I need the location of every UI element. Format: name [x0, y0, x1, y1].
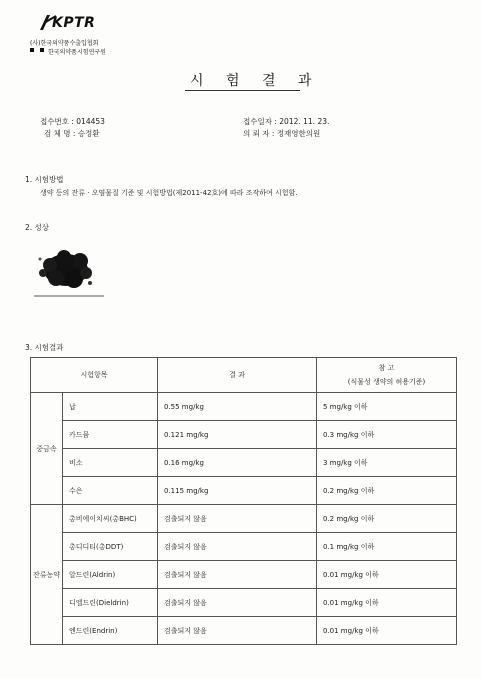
header-reference: [317, 358, 457, 393]
row-item: 디엘드린(Dieldrin): [63, 589, 158, 617]
row-result: 검출되지 않음: [158, 589, 317, 617]
row-reference: 0.1 mg/kg 이하: [317, 533, 457, 561]
receipt-number-label: 접수번호 :: [40, 117, 74, 126]
row-item: 총비에이치씨(총BHC): [63, 505, 158, 533]
group-heavy-metals: 중금속: [31, 393, 63, 505]
row-item: 카드뮴: [63, 421, 158, 449]
header-reference-top: 참 고: [378, 364, 395, 372]
table-row: [31, 393, 457, 421]
row-reference: 0.3 mg/kg 이하: [317, 421, 457, 449]
row-result: 검출되지 않음: [158, 533, 317, 561]
row-result: 0.16 mg/kg: [158, 449, 317, 477]
client-value: 정재영한의원: [276, 129, 321, 138]
org-name-secondary: 한국의약품시험연구원: [48, 49, 106, 56]
specimen-value: 승정환: [77, 129, 100, 138]
row-item: 총디디티(총DDT): [63, 533, 158, 561]
title-underline: [185, 90, 300, 91]
table-row: [31, 449, 457, 477]
row-result: 검출되지 않음: [158, 505, 317, 533]
row-reference: 0.01 mg/kg 이하: [317, 617, 457, 645]
table-row: [31, 533, 457, 561]
receipt-date-label: 접수일자 :: [243, 117, 277, 126]
table-header-row: [31, 358, 457, 393]
group-pesticides: 잔류농약: [31, 505, 63, 645]
row-reference: 5 mg/kg 이하: [317, 393, 457, 421]
method-heading: 1. 시험방법: [25, 175, 64, 184]
row-reference: 3 mg/kg 이하: [317, 449, 457, 477]
table-row: [31, 561, 457, 589]
row-item: 수은: [63, 477, 158, 505]
results-table: [30, 357, 457, 645]
specimen-photo: [28, 245, 108, 309]
table-row: [31, 617, 457, 645]
specimen-label: 검 체 명 :: [44, 129, 76, 138]
row-item: 비소: [63, 449, 158, 477]
receipt-date: [243, 116, 329, 127]
receipt-number-value: 014453: [76, 117, 105, 126]
header-result: 결 과: [158, 358, 317, 393]
appearance-heading: 2. 성상: [25, 223, 50, 232]
row-item: 엔드린(Endrin): [63, 617, 158, 645]
specimen-photo-image: [28, 245, 108, 305]
table-row: [31, 589, 457, 617]
receipt-number: [40, 116, 105, 127]
results-table-grid: [30, 357, 457, 645]
table-row: [31, 421, 457, 449]
row-reference: 0.2 mg/kg 이하: [317, 505, 457, 533]
row-reference: 0.01 mg/kg 이하: [317, 561, 457, 589]
row-item: 알드린(Aldrin): [63, 561, 158, 589]
row-result: 검출되지 않음: [158, 617, 317, 645]
table-row: [31, 477, 457, 505]
method-text: 생약 등의 잔류 · 오염물질 기준 및 시험방법(제2011-42호)에 따라 조작하여 시험함.: [40, 189, 298, 197]
header-item: 시험항목: [31, 358, 158, 393]
bullet-icon: [40, 48, 44, 52]
logo-text: KPTR: [52, 15, 96, 31]
row-reference: 0.01 mg/kg 이하: [317, 589, 457, 617]
org-name-primary: (사)한국의약품수출입협회: [30, 40, 99, 47]
specimen-name: [44, 128, 100, 139]
row-item: 납: [63, 393, 158, 421]
row-result: 0.115 mg/kg: [158, 477, 317, 505]
row-reference: 0.2 mg/kg 이하: [317, 477, 457, 505]
results-heading: 3. 시험결과: [25, 343, 64, 352]
header-reference-bottom: (식물성 생약의 허용기준): [347, 378, 426, 386]
row-result: 0.121 mg/kg: [158, 421, 317, 449]
client-name: [243, 128, 320, 139]
receipt-date-value: 2012. 11. 23.: [279, 117, 330, 126]
row-result: 0.55 mg/kg: [158, 393, 317, 421]
page-title: 시 험 결 과: [190, 73, 321, 89]
bullet-icon: [30, 48, 34, 52]
row-result: 검출되지 않음: [158, 561, 317, 589]
client-label: 의 뢰 자 :: [243, 129, 275, 138]
table-row: [31, 505, 457, 533]
